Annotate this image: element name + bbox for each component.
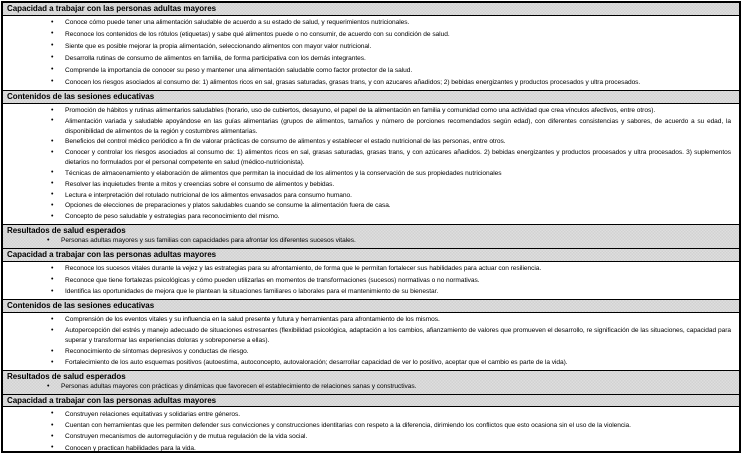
bullet-text: Conocer y controlar los riesgos asociados al consumo de: 1) alimentos ricos en sal, grasas saturadas, grasas trans, y con azúcares añadidos. 2) bebidas energizantes y productos procesados y ultra procesados. 3) suplementos dietarios no formulados por el personal competente en salud (médico-nutricionista).	[65, 149, 731, 166]
bullet-icon: •	[51, 421, 54, 429]
list-item	[51, 148, 731, 167]
bullet-icon: •	[47, 382, 50, 390]
bullet-text: Técnicas de almacenamiento y elaboración de alimentos que permitan la inocuidad de los alimentos y la conservación de sus propiedades nutricionales	[65, 169, 502, 177]
section-header-contenidos-2	[3, 299, 739, 312]
bullet-icon: •	[51, 276, 54, 284]
bullet-icon: •	[51, 66, 54, 74]
result-header-label: Resultados de salud esperados	[7, 226, 126, 236]
bullet-list	[3, 18, 733, 88]
bullet-text: Construyen relaciones equitativas y solidarias entre géneros.	[65, 410, 241, 418]
bullet-icon: •	[51, 315, 54, 323]
bullet-text: Comprensión de los eventos vitales y su influencia en la salud presente y futura y herramientas para afrontamiento de los mismos.	[65, 316, 440, 324]
bullet-text: Autopercepción del estrés y manejo adecuado de situaciones estresantes (flexibilidad psicológica, adaptación a los cambios, afianzamiento de valores que promueven el desarrollo, re significación de las situaciones, capacidad para superar y transformar las experiencias doloras y sobreponerse a ellas).	[65, 327, 731, 344]
list-item	[51, 106, 731, 116]
bullet-icon: •	[51, 54, 54, 62]
section-body-capacidad-1	[3, 15, 739, 91]
list-item	[51, 326, 731, 345]
bullet-text: Reconoce que tiene fortalezas psicológicas y cómo pueden utilizarlas en momentos de transformaciones (sucesos) normativas o no normativas.	[65, 276, 480, 284]
bullet-text: Resolver las inquietudes frente a mitos y creencias sobre el consumo de alimentos y bebidas.	[65, 180, 335, 188]
bullet-icon: •	[51, 137, 54, 145]
bullet-icon: •	[51, 444, 54, 452]
bullet-text: Opciones de elecciones de preparaciones y platos saludables cuando se consume la alimentación fuera de casa.	[65, 202, 391, 210]
list-item	[51, 315, 731, 325]
list-item	[47, 236, 737, 246]
section-header-capacidad-2	[3, 248, 739, 261]
section-body-capacidad-3	[3, 406, 739, 453]
bullet-icon: •	[51, 78, 54, 86]
bullet-text: Beneficios del control médico periódico a fin de valorar prácticas de consumo de alimentos y establecer el estado nutricional de las personas, entre otros.	[65, 138, 506, 146]
bullet-icon: •	[51, 410, 54, 418]
list-item	[51, 421, 731, 431]
section-header-label: Contenidos de las sesiones educativas	[7, 92, 155, 102]
bullet-text: Personas adultas mayores y sus familias con capacidades para afrontar los diferentes sucesos vitales.	[61, 237, 356, 245]
section-body-contenidos-1	[3, 103, 739, 225]
list-item	[51, 66, 731, 76]
list-item	[51, 264, 731, 274]
bullet-icon: •	[51, 148, 54, 156]
section-header-capacidad-1	[3, 3, 739, 15]
bullet-text: Fortalecimiento de los auto esquemas positivos (autoestima, autoconcepto, autovaloración; desarrollar capacidad de ver lo positivo, aceptar que el cambio es parte de la vida).	[65, 359, 568, 367]
bullet-text: Concepto de peso saludable y estrategias para reconocimiento del mismo.	[65, 213, 280, 221]
bullet-text: Reconoce los sucesos vitales durante la vejez y las estrategias para su afrontamiento, de forma que le permitan fortalecer sus habilidades para actuar con resiliencia.	[65, 265, 542, 273]
document-table	[1, 1, 741, 453]
list-item	[51, 410, 731, 420]
bullet-icon: •	[51, 212, 54, 220]
bullet-icon: •	[51, 264, 54, 272]
list-item	[51, 117, 731, 136]
list-item	[51, 78, 731, 88]
bullet-icon: •	[47, 236, 50, 244]
bullet-text: Desarrolla rutinas de consumo de alimentos en familia, de forma participativa con los demás integrantes.	[65, 54, 366, 62]
list-item	[51, 347, 731, 357]
bullet-icon: •	[51, 326, 54, 334]
list-item	[51, 432, 731, 442]
list-item	[51, 276, 731, 286]
result-header-label: Resultados de salud esperados	[7, 372, 126, 382]
bullet-icon: •	[51, 432, 54, 440]
bullet-icon: •	[51, 180, 54, 188]
list-item	[51, 18, 731, 28]
bullet-list	[3, 106, 733, 222]
bullet-icon: •	[51, 347, 54, 355]
bullet-list	[3, 236, 739, 246]
bullet-icon: •	[51, 30, 54, 38]
section-body-capacidad-2	[3, 261, 739, 300]
section-body-contenidos-2	[3, 312, 739, 370]
list-item	[51, 191, 731, 201]
section-header-label: Capacidad a trabajar con las personas adultas mayores	[7, 250, 216, 260]
list-item	[51, 137, 731, 147]
section-resultados-1	[3, 224, 739, 248]
bullet-text: Conoce cómo puede tener una alimentación saludable de acuerdo a su estado de salud, y requerimientos nutricionales.	[65, 19, 410, 26]
bullet-text: Conocen y practican habilidades para la vida.	[65, 444, 196, 452]
section-header-capacidad-3	[3, 394, 739, 407]
list-item	[51, 201, 731, 211]
section-resultados-2	[3, 370, 739, 394]
list-item	[51, 54, 731, 64]
list-item	[51, 358, 731, 368]
section-header-contenidos-1	[3, 90, 739, 103]
bullet-list	[3, 382, 739, 392]
section-header-label: Capacidad a trabajar con las personas adultas mayores	[7, 4, 216, 13]
list-item	[47, 382, 737, 392]
bullet-text: Reconoce los contenidos de los rótulos (etiquetas) y sabe qué alimentos puede o no consumir, de acuerdo con su condición de salud.	[65, 30, 450, 38]
bullet-icon: •	[51, 287, 54, 295]
bullet-icon: •	[51, 201, 54, 209]
bullet-icon: •	[51, 106, 54, 114]
bullet-text: Siente que es posible mejorar la propia alimentación, seleccionando alimentos con mayor valor nutricional.	[65, 42, 372, 50]
bullet-text: Personas adultas mayores con prácticas y dinámicas que favorecen el establecimiento de relaciones sanas y constructivas.	[61, 383, 417, 391]
bullet-icon: •	[51, 169, 54, 177]
bullet-text: Reconocimiento de síntomas depresivos y conductas de riesgo.	[65, 348, 249, 356]
bullet-icon: •	[51, 191, 54, 199]
bullet-text: Cuentan con herramientas que les permiten defender sus convicciones y construcciones identitarias con respeto a la diferencia, dirimiendo los conflictos que esto ocasiona sin el uso de la violencia.	[65, 422, 631, 430]
list-item	[51, 42, 731, 52]
section-header-label: Contenidos de las sesiones educativas	[7, 301, 155, 311]
bullet-text: Conocen los riesgos asociados al consumo de: 1) alimentos ricos en sal, grasas saturadas, grasas trans, y con azucares añadidos; 2) bebidas energizantes y productos procesados y ultra procesados.	[65, 78, 641, 86]
bullet-list	[3, 264, 733, 297]
section-header-label: Capacidad a trabajar con las personas adultas mayores	[7, 395, 216, 405]
list-item	[51, 287, 731, 297]
list-item	[51, 444, 731, 453]
bullet-text: Comprende la importancia de conocer su peso y mantener una alimentación saludable como factor protector de la salud.	[65, 66, 413, 74]
bullet-text: Lectura e interpretación del rotulado nutricional de los alimentos envasados para consumo humano.	[65, 191, 352, 199]
bullet-icon: •	[51, 42, 54, 50]
bullet-icon: •	[51, 358, 54, 366]
bullet-text: Promoción de hábitos y rutinas alimentarios saludables (horario, uso de cubiertos, desayuno, el papel de la alimentación en familia y comunidad como una actividad que crea vínculos afectivos, entre otros).	[65, 107, 656, 115]
bullet-text: Construyen mecanismos de autorregulación y de mutua regulación de la vida social.	[65, 433, 308, 441]
bullet-text: Identifica las oportunidades de mejora que le plantean la situaciones familiares o laborales para el mantenimiento de su bienestar.	[65, 288, 439, 296]
bullet-icon: •	[51, 117, 54, 125]
bullet-list	[3, 315, 733, 367]
bullet-list	[3, 410, 733, 453]
bullet-text: Alimentación variada y saludable apoyándose en las guías alimentarias (grupos de alimentos, tamaños y número de porciones recomendados según edad), con diferentes consistencias y sabores, de acuerdo a su edad, la disponibilidad de alimentos de la región y costumbres alimentarias.	[65, 117, 731, 135]
list-item	[51, 169, 731, 179]
list-item	[51, 30, 731, 40]
list-item	[51, 180, 731, 190]
bullet-icon: •	[51, 18, 54, 26]
list-item	[51, 212, 731, 222]
